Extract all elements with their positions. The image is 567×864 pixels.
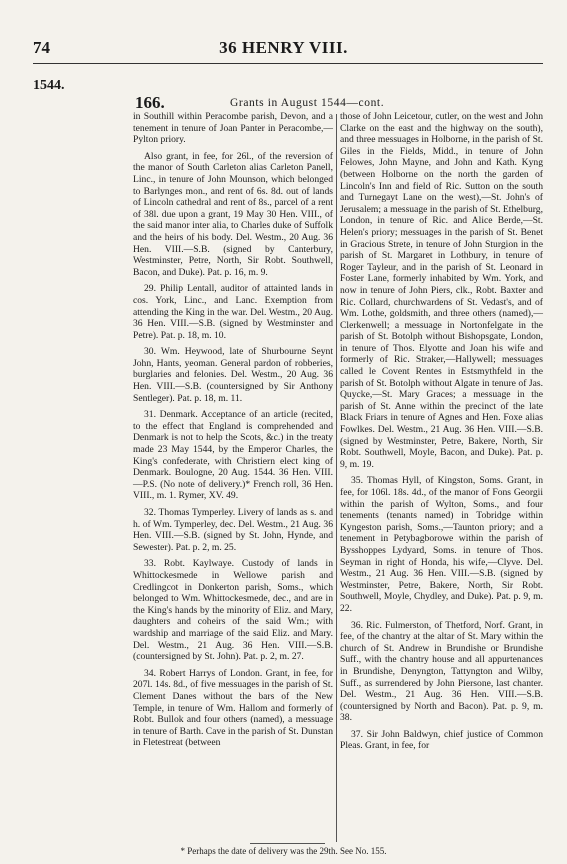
paragraph: those of John Leicetour, cutler, on the west and John Clarke on the east and the highway on the south), and three messuages in Holborne, in the parish of St. Giles in the Fields, Midd., in tenure of John Felowes, John Mayne, and John and Kath. Kyng (between Holborne on the north the garden of Lincoln's Inn and field of Ric. Sutton on the south and Turnegayt Lane on the west),—St. John's of Jerusalem; a messuage in the parish of St. Ethelburg, London, in tenure of Ric. and Alice Berde,—St. Helen's priory; messuages in the parish of St. Benet in Gracious Strete, in tenure of John Sturgion in the parish of St. Margaret in Lothbury, in tenure of Roger Tayleur, and in the parish of St. Leonard in Foster Lane, formerly inhabited by Wm. York, and now in tenure of John Piers, clk., Robt. Baxter and Ric. Collard, churchwardens of St. Vedast's, and of Wm. Lothe, goldsmith, and three others (named),—Clerkenwell; a messuage in Nortonfelgate in the parish of St. Botolph without Bishopsgate, London, in tenure of Thos. Elyotte and Joan his wife and formerly of Ric. Straker,—Hallywell; messuages called le Covent Rentes in Estsmythfeld in the parish of St. Botolph without Algate in tenure of Jas. Quycke,—St. Mary Graces; a messuage in the parish of St. Anne within the precinct of the late Black Friars in tenure of Agnes and Hen. Foxe alias Fowlkes. Del. Westm., 21 Aug. 36 Hen. VIII.—S.B. (signed by Westminster, Petre, Bakere, North, Sir Robt. Southwell, Moyle, Bacon, and Duke). Pat. p. 9, m. 19. — [340, 111, 543, 470]
paragraph: 32. Thomas Tymperley. Livery of lands as s. and h. of Wm. Tymperley, dec. Del. Westm., 21 Aug. 36 Hen. VIII.—S.B. (signed by St. John, Hynde, and Sewester). Pat. p. 2, m. 25. — [133, 507, 333, 553]
paragraph: 33. Robt. Kaylwaye. Custody of lands in Whittockesmede in Wellowe parish and Credlingcot in Donkerton parish, Soms., which belonged to Wm. Whittockesmede, dec., and are in the King's hands by the minority of Eliz. and Mary, daughters and coheirs of the said Wm.; with wardship and marriage of the said Eliz. and Mary. Del. Westm., 21 Aug. 36 Hen. VIII.—S.B. (countersigned by St. John). Pat. p. 2, m. 27. — [133, 558, 333, 663]
footnote: * Perhaps the date of delivery was the 29th. See No. 155. — [180, 846, 387, 856]
paragraph: 35. Thomas Hyll, of Kingston, Soms. Grant, in fee, for 106l. 18s. 4d., of the manor of Fons Georgii within the parish of Wylton, Soms., and four tenements (tenants named) in Tobridge within Kyngeston parish, Soms.,—Taunton priory; and a tenement in Petybagborowe within the parish of Bysshoppes Lydyard, Soms. in tenure of Thos. Seyman in right of Honda, his wife,—Clyve. Del. Westm., 21 Aug. 36 Hen. VIII.—S.B. (signed by Westminster, Petre, Bakere, North, Sir Robt. Southwell, Moyle, Chydley, and Duke). Pat. p. 9, m. 22. — [340, 475, 543, 614]
footnote-rule — [250, 843, 325, 844]
header-rule — [33, 63, 543, 64]
margin-year: 1544. — [33, 78, 65, 93]
paragraph: 36. Ric. Fulmerston, of Thetford, Norf. Grant, in fee, of the chantry at the altar of St. Mary within the church of St. Andrew in Brundishe or Brundishe Suff., with the chantry house and all appurtenances in Brundishe, Denyngton, Tattyngton and Wilby, Suff., as surrendered by John Piersone, last chanter. Del. Westm., 21 Aug. 36 Hen. VIII.—S.B. (countersigned by North and Bacon). Pat. p. 9, m. 38. — [340, 619, 543, 724]
page-number: 74 — [33, 38, 50, 57]
left-column — [133, 111, 333, 754]
paragraph: 34. Robert Harrys of London. Grant, in fee, for 207l. 14s. 8d., of five messuages in the parish of St. Clement Danes without the bars of the New Temple, in tenure of Wm. Hallom and formerly of Robt. Bullok and four others (named), a messuage in tenure of Barth. Cave in the parish of St. Dunstan in Fletestreat (between — [133, 667, 333, 749]
paragraph: 37. Sir John Baldwyn, chief justice of Common Pleas. Grant, in fee, for — [340, 728, 543, 752]
paragraph: 29. Philip Lentall, auditor of attainted lands in cos. York, Linc., and Lanc. Exemption from attending the King in the war. Del. Westm., 20 Aug. 36 Hen. VIII.—S.B. (signed by Westminster and Petre). Pat. p. 18, m. 10. — [133, 283, 333, 341]
right-column — [340, 111, 543, 757]
document-number: 166. — [135, 93, 165, 112]
column-divider — [336, 114, 337, 842]
section-title: Grants in August 1544—cont. — [230, 97, 385, 109]
paragraph: Also grant, in fee, for 26l., of the reversion of the manor of South Carleton alias Carleton Panell, Linc., in tenure of John Mounson, which belonged to Barlynges mon., and rent of 6s. 8d. out of lands of Lincoln cathedral and rent of 8s., parcel of a rent of 38l. due upon a grant, 19 May 30 Hen. VIII., of the said manor inter alia, to Charles duke of Suffolk and the heirs of his body. Del. Westm., 20 Aug. 36 Hen. VIII.—S.B. (signed by Canterbury, Westminster, Petre, North, Sir Robt. Southwell, Bacon, and Duke). Pat. p. 16, m. 9. — [133, 150, 333, 278]
paragraph: in Southill within Peracombe parish, Devon, and a tenement in tenure of Joan Panter in Peracombe,—Pylton priory. — [133, 111, 333, 146]
running-title: 36 HENRY VIII. — [219, 38, 348, 57]
paragraph: 31. Denmark. Acceptance of an article (recited, to the effect that England is comprehended and Denmark is not to help the Scots, &c.) in the treaty made 23 May 1544, by the Emperor Charles, the King's confederate, with Christiern elect king of Denmark. Boulogne, 20 Aug. 1544. 36 Hen. VIII.—P.S. (No note of delivery.)* French roll, 36 Hen. VIII., m. 1. Rymer, XV. 49. — [133, 409, 333, 502]
paragraph: 30. Wm. Heywood, late of Shurbourne Seynt John, Hants, yeoman. General pardon of robberies, burglaries and felonies. Del. Westm., 20 Aug. 36 Hen. VIII.—S.B. (countersigned by Sir Anthony Sentleger). Pat. p. 18, m. 11. — [133, 346, 333, 404]
